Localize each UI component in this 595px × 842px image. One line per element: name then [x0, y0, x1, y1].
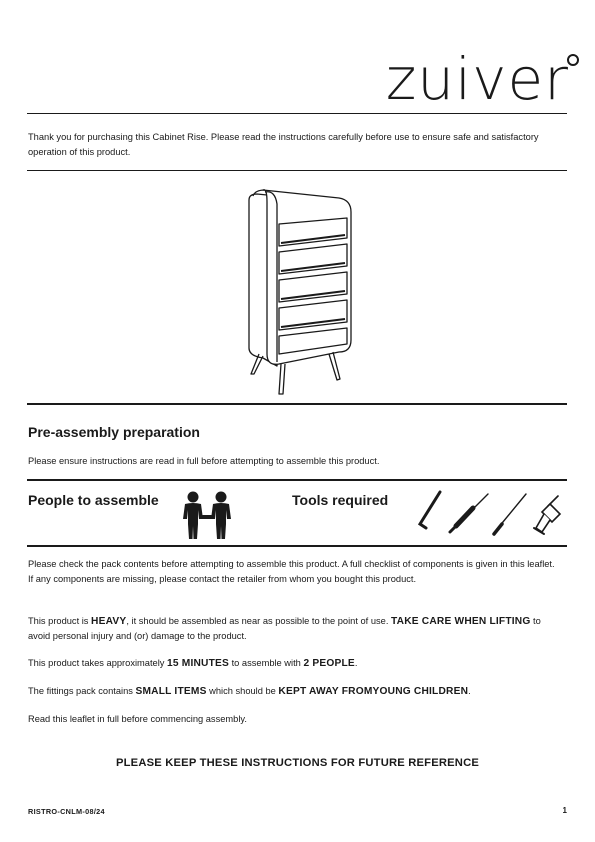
tools-title: Tools required: [292, 492, 389, 508]
power-drill-icon: [534, 496, 560, 534]
emphasis-text: KEPT AWAY FROMYOUNG CHILDREN: [278, 686, 469, 697]
people-title: People to assemble: [28, 492, 159, 508]
text-span: , it should be assembled as near as possible to the point of use.: [126, 616, 391, 626]
emphasis-text: TAKE CARE WHEN LIFTING: [391, 616, 531, 627]
emphasis-text: 2 PEOPLE: [303, 658, 355, 669]
intro-text: Thank you for purchasing this Cabinet Rise. Please read the instructions carefully before use to ensure safe and satisfactory operation of this product.: [28, 132, 539, 157]
emphasis-text: SMALL ITEMS: [135, 686, 207, 697]
page-number: 1: [562, 806, 567, 815]
preassembly-title: Pre-assembly preparation: [28, 424, 200, 440]
text-span: which should be: [206, 686, 279, 696]
flathead-screwdriver-icon: [494, 494, 526, 534]
intro-divider: [27, 170, 567, 171]
brand-logo: [385, 45, 569, 113]
logo-text: zuiver: [385, 45, 569, 113]
pack-check-paragraph: Please check the pack contents before attempting to assemble this product. A full checklist of components is given in this leaflet. If any components are missing, please contact the retailer from whom you bought this product.: [28, 559, 555, 584]
emphasis-text: 15 MINUTES: [167, 658, 230, 669]
section-divider: [27, 479, 567, 481]
tools-required-icons: [410, 488, 570, 538]
text-span: .: [354, 658, 358, 668]
heavy-warning-paragraph: [28, 614, 558, 644]
text-span: The fittings pack contains: [28, 686, 136, 696]
document-code: RISTRO-CNLM-08/24: [28, 807, 105, 816]
text-span: to avoid personal injury and (or) damage to the product.: [28, 616, 541, 641]
text-span: to assemble with: [229, 658, 304, 668]
cabinet-illustration: [243, 188, 355, 398]
section-divider: [27, 403, 567, 405]
small-items-paragraph: [28, 684, 558, 699]
logo-ring-icon: [567, 54, 579, 66]
assembly-time-paragraph: [28, 656, 558, 671]
keep-instructions-note: PLEASE KEEP THESE INSTRUCTIONS FOR FUTURE REFERENCE: [115, 757, 480, 769]
section-divider: [27, 545, 567, 547]
header-divider: [27, 113, 567, 114]
text-span: This product takes approximately: [28, 658, 167, 668]
read-leaflet-paragraph: Read this leaflet in full before commencing assembly.: [28, 714, 247, 724]
two-people-icon: [176, 491, 238, 541]
text-span: This product is: [28, 616, 92, 626]
preassembly-text: Please ensure instructions are read in full before attempting to assemble this product.: [28, 456, 380, 466]
emphasis-text: HEAVY: [91, 616, 127, 627]
text-span: .: [468, 686, 471, 696]
screwdriver-icon: [450, 494, 488, 532]
allen-key-icon: [420, 492, 440, 528]
